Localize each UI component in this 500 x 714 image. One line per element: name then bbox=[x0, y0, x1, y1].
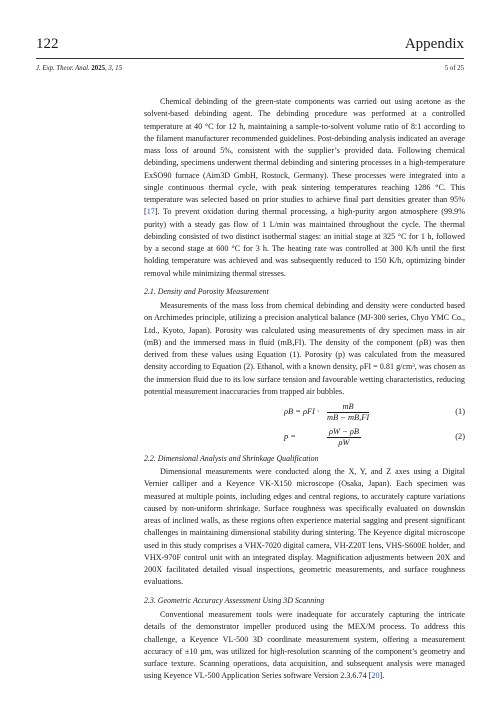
equation-1-number: (1) bbox=[455, 407, 465, 416]
section-2-2-text: Dimensional measurements were conducted along the X, Y, and Z axes using a Digital Vernier calliper and a Keyence VK-X150 microscope (Osaka, Japan). Each specimen was measured at multiple points, including edges and central regions, to accurately capture variations caused by non-uniform shrinkage. Surface roughness was specifically evaluated on downskin areas of inclined walls, as these regions often experience material sagging and present significant challenges in maintaining dimensional stability during sintering. The Keyence digital microscope used in this study comprises a VHX-7020 digital camera, VH-Z20T lens, VHS-S600E holder, and VHX-970F control unit with an integrated display. Magnification adjustments between 20X and 200X facilitated detailed visual inspections, geometric measurements, and surface roughness evaluations. bbox=[144, 467, 465, 587]
section-2-3-text-b: ]. bbox=[379, 671, 385, 681]
equation-2-denominator: ρW bbox=[338, 438, 350, 447]
para1-text-b: ]. To prevent oxidation during thermal processing, a high-purity argon atmosphere (99.9% purity) with a steady gas flow of 1 L/min was maintained throughout the cycle. The thermal debinding consisted of two distinct isothermal stages: an initial stage at 325 °C for 1 h, followed by a second stage at 600 °C for 3 h. The heating rate was controlled at 300 K/h until the first holding temperature was achieved and was subsequently reduced to 150 K/h, optimizing binder removal while minimizing thermal stresses. bbox=[144, 207, 465, 278]
page-of: 5 of 25 bbox=[444, 65, 464, 72]
heading-2-2: 2.2. Dimensional Analysis and Shrinkage Qualification bbox=[144, 454, 319, 463]
paragraph-scanning bbox=[144, 609, 465, 683]
journal-name: J. Exp. Theor. Anal. bbox=[36, 65, 90, 72]
equation-1-numerator: mB bbox=[327, 402, 369, 413]
equation-2 bbox=[144, 427, 465, 449]
para1-text-a: Chemical debinding of the green-state components was carried out using acetone as the solvent-based debinding agent. The debinding procedure was performed at a controlled temperature at 40 °C for 12 h, maintaining a sample-to-solvent volume ratio of 8:1 according to the filament manufacturer recommended guidelines. Post-debinding analysis indicated an average mass loss of around 5%, consistent with the supplier’s provided data. Following chemical debinding, specimens underwent thermal debinding and sintering processes in a high-temperature ExSO90 furnace (Aim3D GmbH, Rostock, Germany). These processes were integrated into a single continuous thermal cycle, with peak sintering temperatures reaching 1286 °C. This temperature was selected based on prior studies to achieve final part densities greater than 95% [ bbox=[144, 97, 465, 217]
section-title: Appendix bbox=[404, 36, 464, 52]
equation-2-fraction bbox=[327, 427, 361, 448]
running-header bbox=[36, 36, 464, 60]
equation-2-numerator: ρW − ρB bbox=[329, 427, 359, 436]
paragraph-dimensional bbox=[144, 466, 465, 589]
heading-2-1: 2.1. Density and Porosity Measurement bbox=[144, 287, 269, 296]
section-2-3-text-a: Conventional measurement tools were inadequate for accurately capturing the intricate details of the demonstrator impeller produced using the MEX/M process. To address this challenge, a Keyence VL-500 3D coordinate measurement system, offering a measurement accuracy of ±10 µm, was utilized for high-resolution scanning of the component’s geometry and surface texture. Scanning operations, data acquisition, and subsequent analysis were managed using Keyence VL-500 Application Series software Version 2.3.6.74 [ bbox=[144, 610, 465, 681]
journal-citation bbox=[36, 65, 122, 72]
journal-header bbox=[36, 65, 464, 77]
equation-1 bbox=[144, 402, 465, 424]
heading-2-3: 2.3. Geometric Accuracy Assessment Using 3D Scanning bbox=[144, 596, 325, 605]
paragraph-debinding bbox=[144, 96, 465, 280]
header-rule bbox=[36, 58, 464, 59]
section-2-1-text: Measurements of the mass loss from chemical debinding and density were conducted based on Archimedes principle, utilizing a precision analytical balance (MJ-300 series, Chyo YMC Co., Ltd., Kyoto, Japan). Porosity was calculated using measurements of dry specimen mass in air (mB) and the immersed mass in fluid (mB,FI). The density of the component (ρB) was then derived from these values using Equation (1). Porosity (p) was calculated from the measured density according to Equation (2). Ethanol, with a known density, ρFI = 0.81 g/cm³, was chosen as the immersion fluid due to its low surface tension and favourable wetting characteristics, reducing potential measurement inaccuracies from trapped air bubbles. bbox=[144, 301, 465, 396]
equation-1-fraction bbox=[327, 402, 369, 423]
journal-volume: , 3, 15 bbox=[104, 65, 122, 72]
citation-link-17[interactable]: 17 bbox=[146, 207, 155, 217]
journal-year: 2025 bbox=[91, 65, 105, 72]
equation-1-denominator: mB − mB,FI bbox=[327, 413, 370, 422]
paragraph-density bbox=[144, 300, 465, 398]
equation-2-lhs: p = bbox=[284, 432, 296, 441]
equation-2-number: (2) bbox=[455, 432, 465, 441]
equation-1-lhs: ρB = ρFI · bbox=[284, 407, 320, 416]
citation-link-20[interactable]: 20 bbox=[371, 671, 380, 681]
page-number: 122 bbox=[36, 36, 59, 52]
